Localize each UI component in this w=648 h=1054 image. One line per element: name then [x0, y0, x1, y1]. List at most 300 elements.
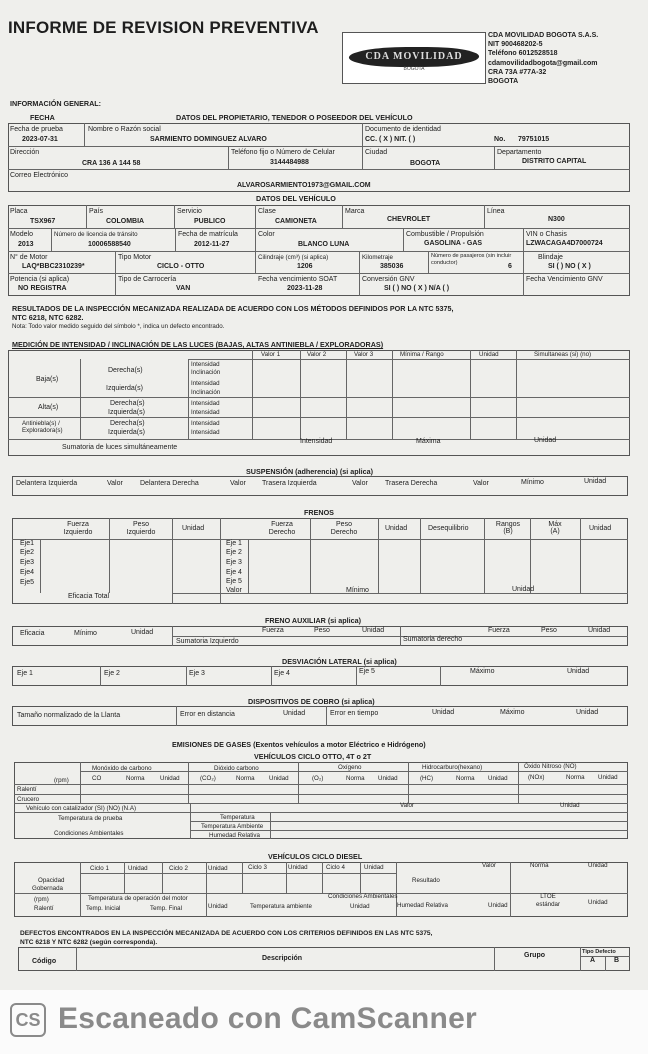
divider	[188, 359, 189, 439]
licencia-value: 10006588540	[88, 241, 131, 248]
lights-title: MEDICIÓN DE INTENSIDAD / INCLINACIÓN DE LAS LUCES (BAJAS, ALTAS ANTINIEBLA / EXPLORADORAS)	[12, 340, 384, 349]
divider	[190, 821, 628, 822]
eficacia-total-label: Eficacia Total	[68, 593, 110, 600]
nombre-label: Nombre o Razón social	[88, 126, 161, 133]
frenos-peso-der: Peso Derecho	[330, 521, 358, 536]
diesel-hum-unidad: Unidad	[488, 902, 508, 909]
diesel-title: VEHÍCULOS CICLO DIESEL	[268, 852, 363, 861]
diesel-humedad: Humedad Relativa	[397, 902, 448, 909]
servicio-value: PUBLICO	[194, 218, 226, 225]
carroceria-value: VAN	[176, 285, 191, 292]
ciudad-value: BOGOTA	[410, 160, 441, 167]
freno-eje2-izq: Eje2	[20, 549, 35, 556]
susp-valor-4: Valor	[473, 480, 489, 487]
divider	[516, 350, 517, 439]
aux-sum-izq: Sumatoria Izquierdo	[176, 638, 239, 645]
otto-ralenti: Ralentí	[17, 786, 37, 793]
desviacion-title: DESVIACIÓN LATERAL (si aplica)	[282, 657, 397, 666]
divider	[378, 518, 379, 593]
otto-co-group: Monóxido de carbono	[92, 765, 152, 772]
diesel-amb-unidad: Unidad	[350, 903, 370, 910]
vin-label: VIN o Chasis	[526, 231, 567, 238]
suspension-title: SUSPENSIÓN (adherencia) (si aplica)	[246, 467, 374, 476]
divider	[359, 251, 360, 296]
divider	[440, 666, 441, 686]
temp-prueba-label: Temperatura de prueba	[58, 815, 123, 822]
divider	[420, 518, 421, 593]
divider	[400, 626, 401, 646]
direccion-label: Dirección	[10, 149, 40, 156]
defectos-grupo: Grupo	[524, 952, 545, 959]
results-note: Nota: Todo valor medido seguido del símbolo *, indica un defecto encontrado.	[12, 323, 225, 330]
otto-co2-group: Dióxido carbono	[214, 765, 259, 772]
company-address: CRA 73A #77A-32	[488, 68, 547, 76]
diesel-temp-operacion: Temperatura de operación del motor	[88, 895, 188, 902]
defectos-title-2: NTC 6218 Y NTC 6282 (según corresponda).	[20, 939, 158, 946]
fecha-prueba-value: 2023-07-31	[22, 136, 58, 143]
freno-eje2-der: Eje 2	[226, 549, 242, 556]
cobro-llanta: Tamaño normalizado de la Llanta	[17, 712, 121, 719]
otto-co: CO	[92, 775, 102, 782]
company-logo	[342, 32, 486, 84]
antiniebla-izquierda-label: Izquierda(s)	[108, 429, 145, 436]
divider	[84, 123, 85, 146]
antiniebla-der-intensidad: Intensidad	[191, 420, 220, 427]
diesel-norma: Norma	[530, 862, 549, 869]
logo-subtext: BOGOTA	[403, 66, 425, 72]
matricula-label: Fecha de matrícula	[178, 231, 238, 238]
diesel-resultado: Resultado	[412, 877, 440, 884]
page-title: INFORME DE REVISION PREVENTIVA	[8, 18, 319, 37]
divider	[172, 518, 173, 604]
defectos-tipo-b: B	[614, 957, 620, 964]
altas-izquierda-label: Izquierda(s)	[108, 409, 145, 416]
divider	[356, 666, 357, 686]
bajas-der-intensidad: Intensidad	[191, 361, 220, 368]
susp-tras-izq: Trasera Izquierda	[262, 480, 317, 487]
lights-col-unidad: Unidad	[479, 351, 499, 358]
clase-value: CAMIONETA	[275, 218, 317, 225]
lights-col-valor1: Valor 1	[261, 351, 281, 358]
diesel-ciclo1: Ciclo 1	[90, 865, 109, 872]
lights-col-minima: Mínima / Rango	[400, 351, 444, 358]
desv-eje5: Eje 5	[359, 668, 375, 675]
divider	[8, 228, 630, 229]
divider	[162, 862, 163, 893]
defectos-codigo: Código	[32, 958, 57, 965]
divider	[408, 762, 409, 803]
depto-value: DISTRITO CAPITAL	[522, 158, 587, 165]
gnv-value: SI ( ) NO ( X ) N/A ( )	[384, 285, 450, 292]
blindaje-label: Blindaje	[538, 254, 563, 261]
otto-title: VEHÍCULOS CICLO OTTO, 4T o 2T	[254, 752, 372, 761]
desv-eje1: Eje 1	[17, 670, 33, 677]
defectos-descripcion: Descripción	[262, 955, 303, 962]
diesel-ltoe: LTOE estándar	[535, 893, 561, 908]
divider	[248, 539, 249, 593]
antiniebla-derecha-label: Derecha(s)	[110, 420, 145, 427]
divider	[188, 359, 630, 360]
company-name: CDA MOVILIDAD BOGOTA S.A.S.	[488, 32, 599, 39]
otto-crucero: Crucero	[17, 796, 40, 803]
antiniebla-izq-intensidad: Intensidad	[191, 429, 220, 436]
servicio-label: Servicio	[177, 208, 202, 215]
divider	[298, 762, 299, 803]
placa-label: Placa	[10, 208, 28, 215]
aux-unidad-der: Unidad	[588, 627, 611, 634]
marca-label: Marca	[345, 208, 365, 215]
depto-label: Departamento	[497, 149, 542, 156]
susp-unidad: Unidad	[584, 478, 607, 485]
divider	[14, 794, 628, 795]
divider	[494, 146, 495, 169]
freno-eje3-der: Eje 3	[226, 559, 242, 566]
susp-minimo: Mínimo	[521, 479, 544, 486]
freno-eje5-izq: Eje5	[20, 579, 35, 586]
potencia-label: Potencia (si aplica)	[10, 276, 70, 283]
divider	[80, 873, 396, 874]
divider	[286, 862, 287, 893]
bajas-izq-inclinacion: Inclinación	[191, 389, 221, 396]
nombre-value: SARMIENTO DOMINGUEZ ALVARO	[150, 136, 267, 143]
cobro-error-tiempo: Error en tiempo	[330, 710, 379, 717]
divider	[8, 251, 630, 252]
tipo-motor-label: Tipo Motor	[118, 254, 152, 261]
divider	[220, 518, 221, 604]
diesel-ltoe-unidad: Unidad	[588, 899, 608, 906]
diesel-opacidad: Opacidad	[38, 877, 65, 884]
diesel-ciclo4: Ciclo 4	[326, 864, 345, 871]
divider	[428, 251, 429, 273]
placa-value: TSX967	[30, 218, 56, 225]
freno-eje1-der: Eje 1	[226, 540, 242, 547]
motor-label: N° de Motor	[10, 254, 48, 261]
cobro-unidad-3: Unidad	[576, 709, 599, 716]
aux-fuerza-der: Fuerza	[488, 627, 510, 634]
results-title: RESULTADOS DE LA INSPECCIÓN MECANIZADA REALIZADA DE ACUERDO CON LOS MÉTODOS DEFINIDOS POR LA NTC 5375,	[12, 304, 454, 313]
sumatoria-luces-label: Sumatoria de luces simultáneamente	[62, 444, 178, 451]
susp-del-der: Delantera Derecha	[140, 480, 199, 487]
frenos-title: FRENOS	[304, 508, 334, 517]
freno-aux-title: FRENO AUXILIAR (si aplica)	[265, 616, 361, 625]
divider	[8, 146, 630, 147]
ciudad-label: Ciudad	[365, 149, 388, 156]
diesel-unidad-2: Unidad	[208, 865, 228, 872]
otto-nox-unidad: Unidad	[598, 774, 618, 781]
diesel-temp-final: Temp. Final	[150, 905, 182, 912]
divider	[176, 706, 177, 726]
frenos-table	[12, 518, 628, 604]
marca-value: CHEVROLET	[387, 216, 431, 223]
cilindraje-value: 1206	[297, 263, 313, 270]
diesel-gobernada: Gobernada	[32, 885, 63, 892]
doc-tipo-value: CC. ( X ) NIT. ( )	[365, 136, 416, 143]
freno-eje4-izq: Eje4	[20, 569, 35, 576]
color-value: BLANCO LUNA	[298, 241, 350, 248]
divider	[80, 762, 81, 803]
general-section-title: INFORMACIÓN GENERAL:	[10, 99, 102, 108]
otto-no-group: Óxido Nitroso (NO)	[524, 763, 577, 770]
divider	[470, 350, 471, 439]
susp-valor-3: Valor	[352, 480, 368, 487]
desv-eje2: Eje 2	[104, 670, 120, 677]
vin-value: LZWACAGA4D7000724	[526, 240, 603, 247]
fecha-prueba-label: Fecha de prueba	[10, 126, 63, 133]
defectos-title: DEFECTOS ENCONTRADOS EN LA INSPECCIÓN MECANIZADA DE ACUERDO CON LOS CRITERIOS DEFINIDOS EN LAS NTC 5375,	[20, 930, 433, 937]
km-label: Kilometraje	[362, 254, 393, 261]
aux-unidad: Unidad	[131, 629, 154, 636]
pasajeros-label: Número de pasajeros (sin incluir conductor)	[431, 253, 512, 266]
tipo-motor-value: CICLO - OTTO	[157, 263, 205, 270]
direccion-value: CRA 136 A 144 58	[82, 160, 141, 167]
divider	[190, 803, 191, 839]
camscanner-text: Escaneado con CamScanner	[58, 1002, 478, 1035]
divider	[300, 350, 301, 439]
divider	[80, 862, 81, 917]
otto-hc-unidad: Unidad	[488, 775, 508, 782]
divider	[580, 518, 581, 593]
matricula-value: 2012-11-27	[194, 241, 230, 248]
diesel-temp-inicial: Temp. Inicial	[86, 905, 121, 912]
bajas-label: Baja(s)	[36, 376, 59, 383]
cobro-title: DISPOSITIVOS DE COBRO (si aplica)	[248, 697, 375, 706]
aux-unidad-izq: Unidad	[362, 627, 385, 634]
diesel-unidad-1: Unidad	[128, 865, 148, 872]
defectos-tipo-a: A	[590, 957, 596, 964]
aux-minimo: Mínimo	[74, 630, 97, 637]
aux-fuerza-izq: Fuerza	[262, 627, 284, 634]
telefono-label: Teléfono fijo o Número de Celular	[231, 149, 335, 156]
correo-label: Correo Electrónico	[10, 172, 68, 179]
divider	[310, 518, 311, 593]
desv-eje3: Eje 3	[189, 670, 205, 677]
gnv-label: Conversión GNV	[362, 276, 415, 283]
divider	[100, 666, 101, 686]
divider	[242, 862, 243, 893]
pasajeros-value: 6	[508, 263, 512, 270]
divider	[326, 706, 327, 726]
company-city: BOGOTA	[488, 78, 519, 86]
owner-heading: DATOS DEL PROPIETARIO, TENEDOR O POSEEDOR DEL VEHÍCULO	[176, 113, 413, 122]
km-value: 385036	[380, 263, 404, 270]
divider	[14, 784, 628, 785]
divider	[322, 862, 323, 893]
desv-maximo: Máximo	[470, 668, 495, 675]
frenos-rangos: Rangos (B)	[495, 521, 521, 535]
combustible-value: GASOLINA - GAS	[424, 240, 483, 247]
diesel-temp-ambiente: Temperatura ambiente	[250, 903, 312, 910]
humedad-relativa-label: Humedad Relativa	[209, 832, 260, 839]
sumatoria-intensidad: Intensidad	[300, 438, 333, 445]
divider	[494, 947, 495, 971]
antiniebla-label: Antiniebla(s) / Exploradora(s)	[22, 420, 63, 434]
pais-label: País	[89, 208, 104, 215]
otto-o2: (O₂)	[312, 775, 324, 782]
linea-label: Línea	[487, 208, 505, 215]
divider	[580, 947, 581, 971]
vehicle-heading: DATOS DEL VEHÍCULO	[256, 194, 336, 203]
freno-eje3-izq: Eje3	[20, 559, 35, 566]
defectos-tipo: Tipo Defecto	[582, 949, 616, 955]
otto-o2-norma: Norma	[346, 775, 365, 782]
bajas-der-inclinacion: Inclinación	[191, 369, 221, 376]
divider	[80, 359, 81, 439]
bajas-izquierda-label: Izquierda(s)	[106, 385, 143, 392]
divider	[271, 666, 272, 686]
otto-unidad: Unidad	[560, 802, 580, 809]
potencia-value: NO REGISTRA	[18, 285, 67, 292]
soat-value: 2023-11-28	[287, 285, 323, 292]
lights-col-valor2: Valor 2	[307, 351, 327, 358]
divider	[8, 169, 630, 170]
divider	[8, 417, 630, 418]
cobro-maximo: Máximo	[500, 709, 525, 716]
frenos-unidad-izq: Unidad	[182, 525, 205, 532]
otto-nox: (NOx)	[528, 774, 545, 781]
motor-value: LAQ*BBC2310239*	[22, 263, 85, 270]
divider	[76, 947, 77, 971]
otto-hc: (HC)	[420, 775, 434, 782]
cobro-error-distancia: Error en distancia	[180, 711, 235, 718]
freno-eje5-der: Eje 5	[226, 578, 242, 585]
sumatoria-maxima: Máxima	[416, 438, 441, 445]
altas-izq-intensidad: Intensidad	[191, 409, 220, 416]
divider	[484, 205, 485, 228]
cobro-unidad-1: Unidad	[283, 710, 306, 717]
diesel-unidad: Unidad	[588, 862, 608, 869]
company-nit: NIT 900468202-5	[488, 41, 543, 49]
clase-label: Clase	[258, 208, 276, 215]
telefono-value: 3144484988	[270, 159, 309, 166]
otto-co2: (CO₂)	[200, 775, 216, 782]
doc-label: Documento de identidad	[365, 126, 441, 133]
susp-tras-der: Trasera Derecha	[385, 480, 438, 487]
aux-peso-der: Peso	[541, 627, 557, 634]
divider	[342, 205, 343, 228]
sumatoria-unidad: Unidad	[534, 437, 557, 444]
divider	[392, 350, 393, 439]
lights-col-simultaneas: Simultaneas (si) (no)	[534, 351, 592, 358]
divider	[360, 862, 361, 893]
divider	[510, 862, 511, 917]
company-info	[488, 31, 598, 86]
diesel-valor: Valor	[482, 862, 496, 869]
divider	[51, 228, 52, 251]
otto-o2-unidad: Unidad	[378, 775, 398, 782]
modelo-label: Modelo	[10, 231, 33, 238]
divider	[206, 862, 207, 917]
divider	[115, 251, 116, 296]
frenos-max: Máx (A)	[548, 521, 562, 535]
otto-catalizador: Vehículo con catalizador (SI) (NO) (N.A)	[26, 805, 137, 812]
licencia-label: Número de licencia de tránsito	[54, 231, 138, 238]
desv-eje4: Eje 4	[274, 670, 290, 677]
altas-der-intensidad: Intensidad	[191, 400, 220, 407]
divider	[346, 350, 347, 439]
divider	[484, 518, 485, 593]
color-label: Color	[258, 231, 275, 238]
divider	[174, 205, 175, 228]
company-email: cdamovilidadbogota@gmail.com	[488, 59, 598, 67]
divider	[172, 626, 173, 646]
divider	[8, 273, 630, 274]
lights-col-valor3: Valor 3	[354, 351, 374, 358]
divider	[228, 146, 229, 169]
bajas-izq-intensidad: Intensidad	[191, 380, 220, 387]
otto-o2-group: Oxígeno	[338, 764, 362, 771]
altas-derecha-label: Derecha(s)	[110, 400, 145, 407]
bajas-derecha-label: Derecha(s)	[108, 367, 143, 374]
divider	[523, 228, 524, 296]
frenos-valor: Valor	[226, 587, 242, 594]
combustible-label: Combustible / Propulsión	[406, 231, 484, 238]
frenos-fuerza-der: Fuerza Derecho	[268, 521, 296, 536]
divider	[124, 862, 125, 893]
altas-label: Alta(s)	[38, 404, 59, 411]
otto-co2-unidad: Unidad	[269, 775, 289, 782]
aux-eficacia: Eficacia	[20, 630, 45, 637]
otto-co-norma: Norma	[126, 775, 145, 782]
correo-value: ALVAROSARMIENTO1973@GMAIL.COM	[237, 182, 371, 189]
susp-valor-1: Valor	[107, 480, 123, 487]
diesel-temp-unidad: Unidad	[208, 903, 228, 910]
divider	[12, 539, 628, 540]
emisiones-title: EMISIONES DE GASES (Exentos vehículos a motor Eléctrico e Hidrógeno)	[172, 740, 426, 749]
company-phone: Teléfono 6012528518	[488, 50, 558, 58]
modelo-value: 2013	[18, 241, 34, 248]
diesel-unidad-3: Unidad	[288, 864, 308, 871]
diesel-ralenti: Ralentí	[34, 905, 54, 912]
frenos-unidad-2: Unidad	[589, 525, 612, 532]
desv-unidad: Unidad	[567, 668, 590, 675]
susp-del-izq: Delantera Izquierda	[16, 480, 78, 487]
frenos-minimo: Mínimo	[346, 587, 369, 594]
cilindraje-label: Cilindraje (cm³) (si aplica)	[258, 254, 329, 261]
otto-co2-norma: Norma	[236, 775, 255, 782]
otto-hc-norma: Norma	[456, 775, 475, 782]
diesel-cond-amb: Condiciones Ambientales	[328, 893, 398, 900]
frenos-fuerza-izq: Fuerza Izquierdo	[63, 521, 93, 536]
frenos-peso-izq: Peso Izquierdo	[126, 521, 156, 536]
divider	[186, 666, 187, 686]
divider	[362, 123, 363, 169]
susp-valor-2: Valor	[230, 480, 246, 487]
diesel-ciclo3: Ciclo 3	[248, 864, 267, 871]
otto-valor: Valor	[400, 802, 414, 809]
divider	[252, 350, 253, 439]
aux-peso-izq: Peso	[314, 627, 330, 634]
pais-value: COLOMBIA	[106, 218, 145, 225]
divider	[403, 228, 404, 251]
divider	[605, 956, 606, 971]
freno-eje4-der: Eje 4	[226, 569, 242, 576]
frenos-unidad-der: Unidad	[385, 525, 408, 532]
otto-hc-group: Hidrocarburo(hexano)	[422, 764, 483, 771]
otto-nox-norma: Norma	[566, 774, 585, 781]
otto-rpm: (rpm)	[54, 777, 69, 784]
fecha-heading: FECHA	[30, 113, 55, 122]
divider	[175, 228, 176, 251]
diesel-rpm: (rpm)	[34, 896, 49, 903]
soat-label: Fecha vencimiento SOAT	[258, 276, 338, 283]
diesel-ciclo2: Ciclo 2	[169, 865, 188, 872]
doc-no-label: No.	[494, 136, 506, 143]
temp-ambiente-label: Temperatura Ambiente	[201, 823, 264, 830]
frenos-unidad-total: Unidad	[512, 586, 535, 593]
doc-no-value: 79751015	[518, 136, 550, 143]
carroceria-label: Tipo de Carrocería	[118, 276, 177, 283]
condiciones-ambientales-label: Condiciones Ambientales	[54, 830, 124, 837]
